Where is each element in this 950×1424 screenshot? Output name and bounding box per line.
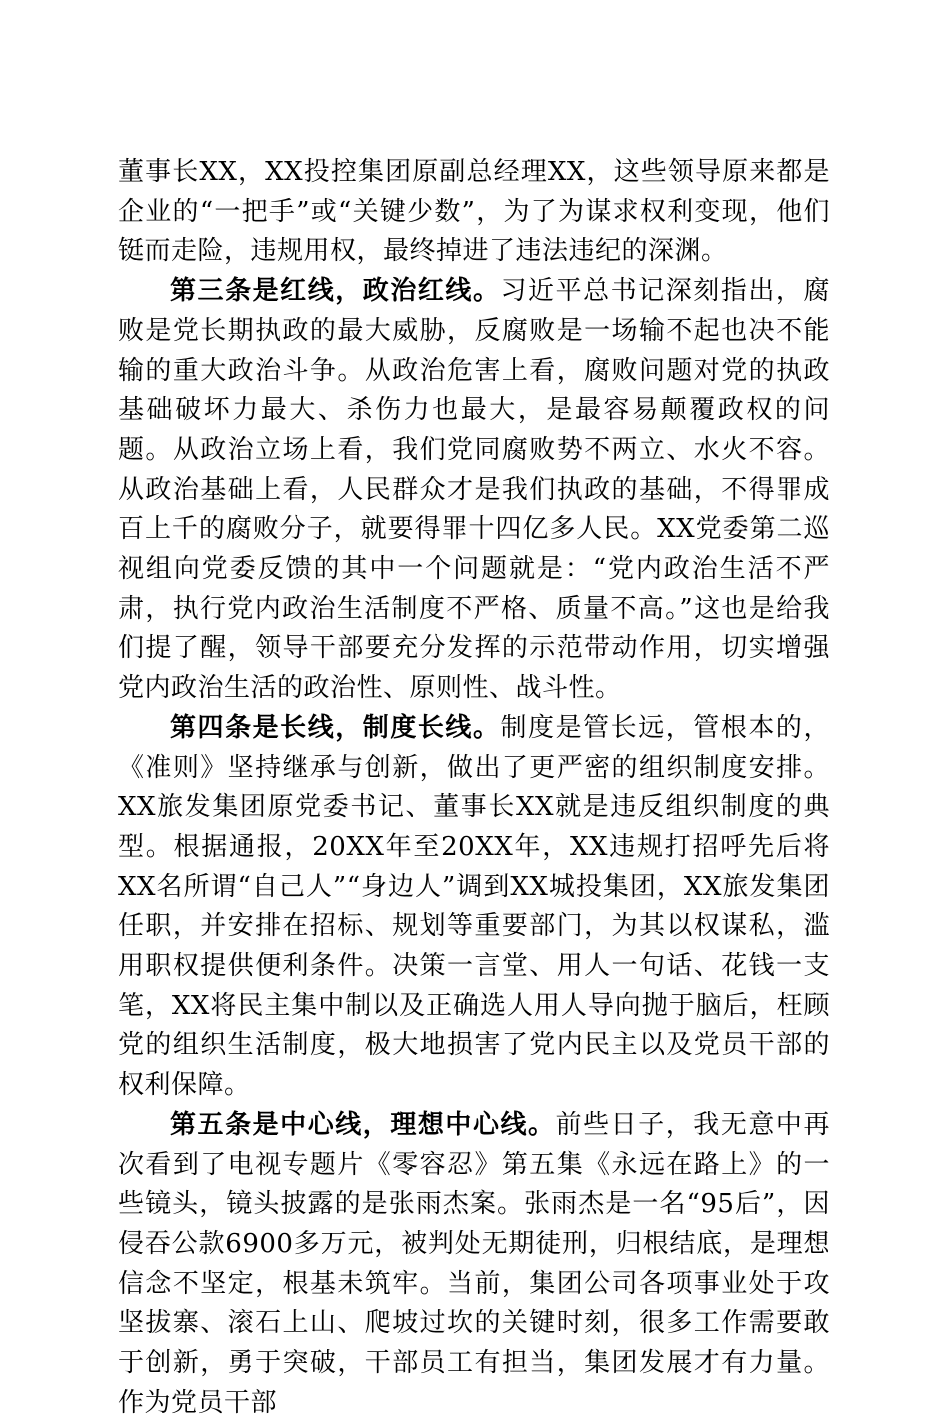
paragraph-fourth-rule	[118, 709, 830, 1106]
paragraph-fifth-rule	[118, 1106, 830, 1424]
paragraph-heading: 第五条是中心线，理想中心线。	[170, 1109, 556, 1140]
paragraph-heading: 第三条是红线，政治红线。	[170, 276, 501, 307]
paragraph-text: 前些日子，我无意中再次看到了电视专题片《零容忍》第五集《永远在路上》的一些镜头，镜头披露的是张雨杰案。张雨杰是一名“95后”，因侵吞公款6900多万元，被判处无期徒刑，归根结底，是理想信念不坚定，根基未筑牢。当前，集团公司各项事业处于攻坚拔寨、滚石上山、爬坡过坎的关键时刻，很多工作需要敢于创新，勇于突破，干部员工有担当，集团发展才有力量。作为党员干部	[118, 1109, 830, 1418]
paragraph-text: 董事长XX，XX投控集团原副总经理XX，这些领导原来都是企业的“一把手”或“关键少数”，为了为谋求权利变现，他们铤而走险，违规用权，最终掉进了违法违纪的深渊。	[118, 157, 830, 267]
paragraph-text: 制度是管长远，管根本的，《准则》坚持继承与创新，做出了更严密的组织制度安排。XX旅发集团原党委书记、董事长XX就是违反组织制度的典型。根据通报，20XX年至20XX年，XX违规打招呼先后将XX名所谓“自己人”“身边人”调到XX城投集团，XX旅发集团任职，并安排在招标、规划等重要部门，为其以权谋私，滥用职权提供便利条件。决策一言堂、用人一句话、花钱一支笔，XX将民主集中制以及正确选人用人导向抛于脑后，枉顾党的组织生活制度，极大地损害了党内民主以及党员干部的权利保障。	[118, 712, 830, 1101]
paragraph-third-rule	[118, 272, 830, 709]
paragraph-heading: 第四条是长线，制度长线。	[170, 712, 501, 743]
paragraph-continuation	[118, 153, 830, 272]
document-page	[118, 153, 830, 1424]
paragraph-text: 习近平总书记深刻指出，腐败是党长期执政的最大威胁，反腐败是一场输不起也决不能输的重大政治斗争。从政治危害上看，腐败问题对党的执政基础破坏力最大、杀伤力也最大，是最容易颠覆政权的问题。从政治立场上看，我们党同腐败势不两立、水火不容。从政治基础上看，人民群众才是我们执政的基础，不得罪成百上千的腐败分子，就要得罪十四亿多人民。XX党委第二巡视组向党委反馈的其中一个问题就是：“党内政治生活不严肃，执行党内政治生活制度不严格、质量不高。”这也是给我们提了醒，领导干部要充分发挥的示范带动作用，切实增强党内政治生活的政治性、原则性、战斗性。	[118, 276, 830, 704]
